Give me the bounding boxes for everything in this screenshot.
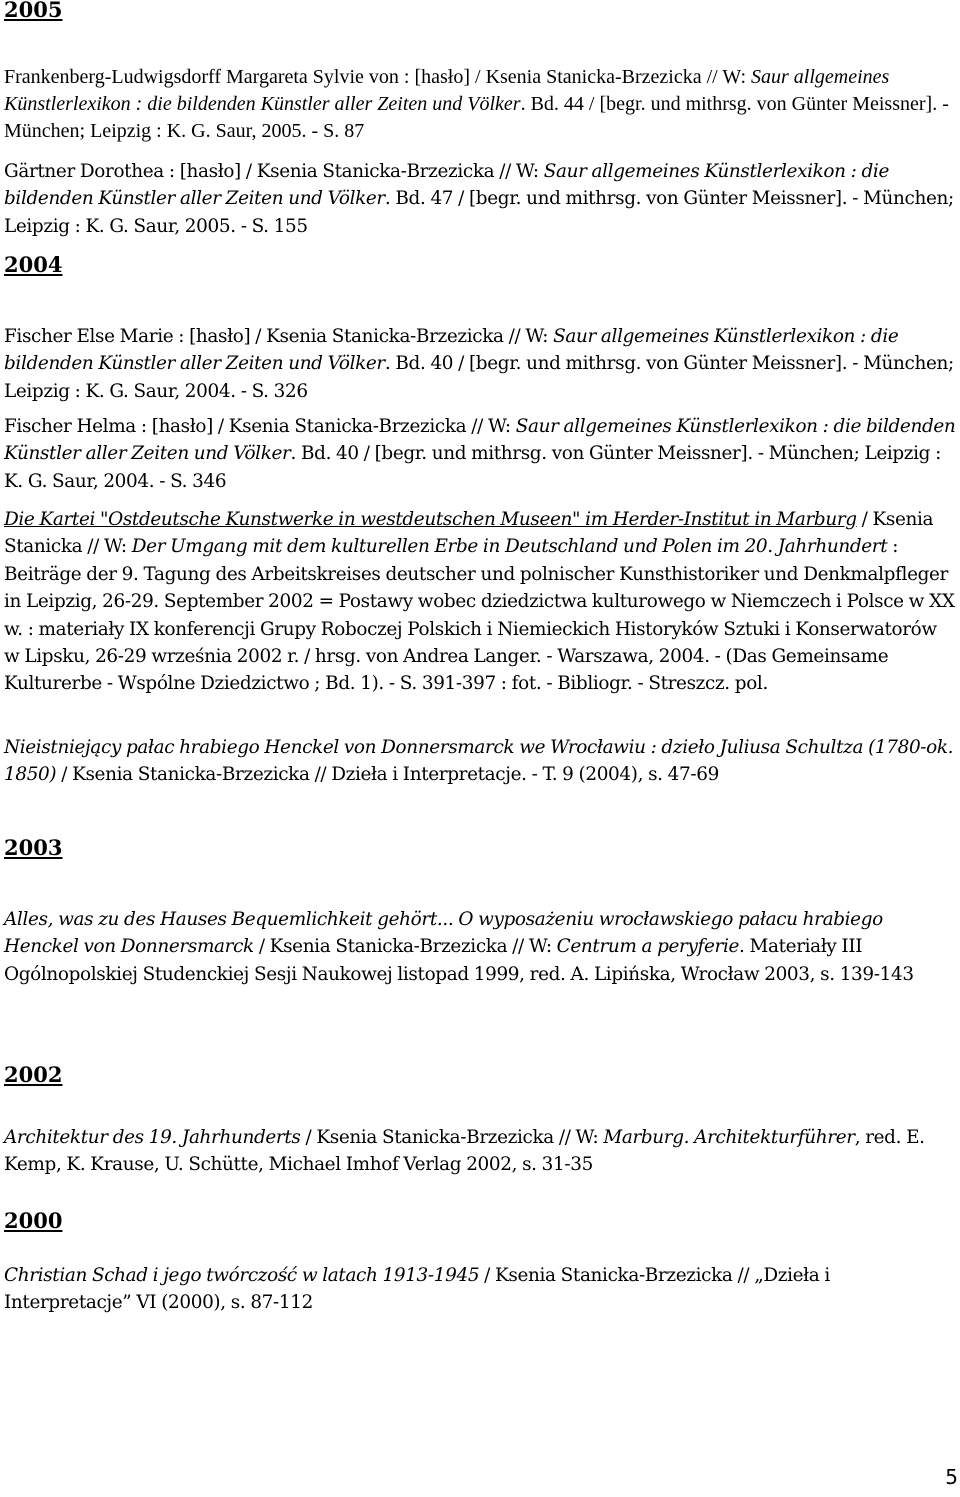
- entry-text: Frankenberg-Ludwigsdorff Margareta Sylvie von : [hasło] / Ksenia Stanicka-Brzezicka // W:: [4, 66, 752, 88]
- bib-entry: [4, 1124, 956, 1179]
- bib-entry: [4, 413, 956, 495]
- bib-entry: [4, 734, 956, 789]
- entry-title: Alles, was zu des Hauses Bequemlichkeit gehört... O wyposażeniu wrocławskiego pałacu hrabiego Henckel von Donnersmarck: [4, 909, 883, 958]
- entry-text: / Ksenia Stanicka-Brzezicka // „Dzieła i Interpretacje” VI (2000), s. 87-112: [4, 1265, 830, 1314]
- entry-text: / Ksenia Stanicka-Brzezicka // W:: [253, 936, 557, 958]
- entry-title: Saur allgemeines Künstlerlexikon : die bildenden Künstler aller Zeiten und Völker: [4, 416, 956, 465]
- entry-title: Christian Schad i jego twórczość w latach 1913-1945: [4, 1265, 480, 1286]
- entry-text: . Bd. 40 / [begr. und mithrsg. von Günter Meissner]. - München; Leipzig : K. G. Saur, 2004. - S. 346: [4, 443, 941, 492]
- entry-title: Saur allgemeines Künstlerlexikon : die bildenden Künstler aller Zeiten und Völker: [4, 326, 899, 375]
- entry-text: / Ksenia Stanicka // W:: [4, 509, 934, 558]
- entry-title: Die Kartei "Ostdeutsche Kunstwerke in westdeutschen Museen" im Herder-Institut in Marburg: [4, 509, 857, 530]
- entry-text: / Ksenia Stanicka-Brzezicka // W:: [300, 1127, 604, 1148]
- year-heading-2003: 2003: [4, 835, 63, 860]
- entry-source-title: Marburg. Architekturführer: [603, 1127, 855, 1148]
- bib-entry: [4, 906, 956, 988]
- entry-title: Nieistniejący pałac hrabiego Henckel von Donnersmarck we Wrocławiu : dzieło Juliusa Schultza (1780-ok. 1850): [4, 737, 954, 786]
- entry-text: , red. E. Kemp, K. Krause, U. Schütte, Michael Imhof Verlag 2002, s. 31-35: [4, 1127, 925, 1176]
- entry-text: . Materiały III Ogólnopolskiej Studenckiej Sesji Naukowej listopad 1999, red. A. Lipińska, Wrocław 2003, s. 139-143: [4, 936, 914, 985]
- bib-entry: [4, 158, 956, 240]
- year-heading-2002: 2002: [4, 1062, 63, 1087]
- bib-entry: [4, 1262, 956, 1317]
- entry-text: / Ksenia Stanicka-Brzezicka // Dzieła i Interpretacje. - T. 9 (2004), s. 47-69: [56, 764, 719, 786]
- year-heading-2004: 2004: [4, 252, 63, 277]
- entry-text: . Bd. 47 / [begr. und mithrsg. von Günter Meissner]. - München; Leipzig : K. G. Saur, 2005. - S. 155: [4, 188, 954, 237]
- entry-title: Saur allgemeines Künstlerlexikon : die bildenden Künstler aller Zeiten und Völker: [4, 161, 889, 210]
- bib-entry: [4, 64, 956, 145]
- page-number: 5: [945, 1465, 958, 1489]
- entry-text: . Bd. 40 / [begr. und mithrsg. von Günter Meissner]. - München; Leipzig : K. G. Saur, 2004. - S. 326: [4, 353, 954, 402]
- bib-entry: [4, 323, 956, 405]
- entry-text: Fischer Helma : [hasło] / Ksenia Stanicka-Brzezicka // W:: [4, 416, 516, 437]
- entry-title: Architektur des 19. Jahrhunderts: [4, 1127, 301, 1148]
- year-heading-2000: 2000: [4, 1208, 63, 1233]
- entry-text: Fischer Else Marie : [hasło] / Ksenia Stanicka-Brzezicka // W:: [4, 326, 554, 347]
- entry-text: . Bd. 44 / [begr. und mithrsg. von Günter Meissner]. - München; Leipzig : K. G. Saur, 2005. - S. 87: [4, 93, 949, 142]
- entry-title: Saur allgemeines Künstlerlexikon : die bildenden Künstler aller Zeiten und Völker: [4, 66, 890, 115]
- entry-source-title: Der Umgang mit dem kulturellen Erbe in Deutschland und Polen im 20. Jahrhundert: [131, 536, 888, 558]
- entry-text: Gärtner Dorothea : [hasło] / Ksenia Stanicka-Brzezicka // W:: [4, 161, 544, 182]
- entry-source-title: Centrum a peryferie: [556, 936, 740, 958]
- year-heading-2005: 2005: [4, 0, 63, 22]
- entry-text: : Beiträge der 9. Tagung des Arbeitskreises deutscher und polnischer Kunsthistoriker und Denkmalpfleger in Leipzig, 26-29. September 2002 = Postawy wobec dziedzictwa kulturowego w Niemczech i Polsce w XX w. : materiały IX konferencji Grupy Roboczej Polskich i Niemieckich Historyków Sztuki i Konserwatorów w Lipsku, 26-29 września 2002 r. / hrsg. von Andrea Langer. - Warszawa, 2004. - (Das Gemeinsame Kulturerbe - Wspólne Dziedzictwo ; Bd. 1). - S. 391-397 : fot. - Bibliogr. - Streszcz. pol.: [4, 536, 955, 695]
- bib-entry: [4, 506, 956, 698]
